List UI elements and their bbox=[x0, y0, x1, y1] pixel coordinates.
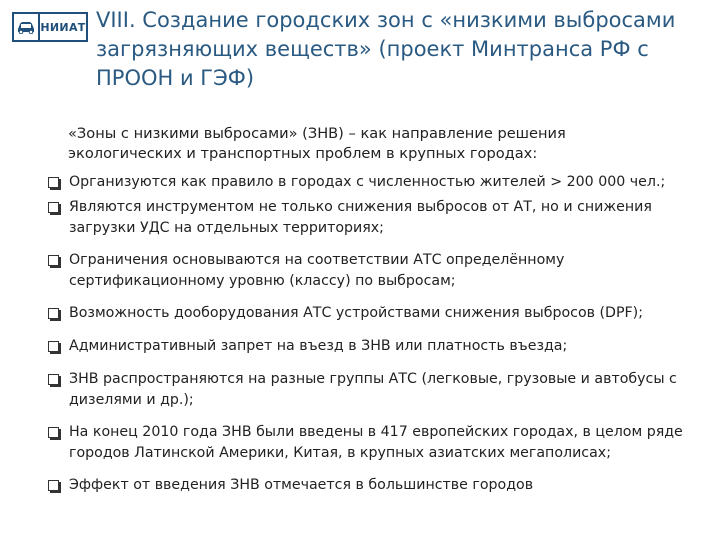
niiat-logo bbox=[12, 12, 88, 42]
checkbox-bullet-icon bbox=[48, 255, 59, 266]
list-item bbox=[47, 172, 707, 194]
list-item-text: ЗНВ распространяются на разные группы АТС (легковые, грузовые и автобусы с дизелями и др.); bbox=[69, 370, 677, 408]
car-icon bbox=[14, 14, 40, 40]
list-item bbox=[47, 422, 707, 465]
list-item-text: На конец 2010 года ЗНВ были введены в 417 европейских городах, в целом ряде городов Латинской Америки, Китая, в крупных азиатских мегаполисах; bbox=[69, 423, 683, 461]
list-item bbox=[47, 303, 707, 325]
intro-text: «Зоны с низкими выбросами» (ЗНВ) – как направление решения экологических и транспортных проблем в крупных городах: bbox=[68, 125, 566, 162]
list-item bbox=[47, 475, 707, 497]
list-item-text: Административный запрет на въезд в ЗНВ или платность въезда; bbox=[69, 338, 568, 354]
checkbox-bullet-icon bbox=[48, 177, 59, 188]
list-item bbox=[47, 336, 707, 358]
list-item-text: Возможность дооборудования АТС устройствами снижения выбросов (DPF); bbox=[69, 304, 643, 321]
slide-title: VIII. Создание городских зон с «низкими выбросами загрязняющих веществ» (проект Минтранса РФ с ПРООН и ГЭФ) bbox=[96, 8, 676, 90]
logo-text: НИИАТ bbox=[40, 20, 86, 34]
checkbox-bullet-icon bbox=[48, 202, 59, 213]
list-item-text: Эффект от введения ЗНВ отмечается в большинстве городов bbox=[69, 476, 534, 493]
list-item-text: Ограничения основываются на соответствии АТС определённому сертификационному уровню (классу) по выбросам; bbox=[69, 251, 565, 289]
list-item bbox=[47, 369, 707, 412]
list-item-text: Организуются как правило в городах с численностью жителей > 200 000 чел.; bbox=[69, 174, 666, 190]
checkbox-bullet-icon bbox=[48, 341, 59, 352]
list-item bbox=[47, 197, 707, 240]
checkbox-bullet-icon bbox=[48, 427, 59, 438]
bullet-list bbox=[47, 172, 707, 496]
checkbox-bullet-icon bbox=[48, 308, 59, 319]
checkbox-bullet-icon bbox=[48, 374, 59, 385]
checkbox-bullet-icon bbox=[48, 480, 59, 491]
list-item-text: Являются инструментом не только снижения выбросов от АТ, но и снижения загрузки УДС на отдельных территориях; bbox=[69, 198, 652, 236]
list-item bbox=[47, 250, 707, 293]
